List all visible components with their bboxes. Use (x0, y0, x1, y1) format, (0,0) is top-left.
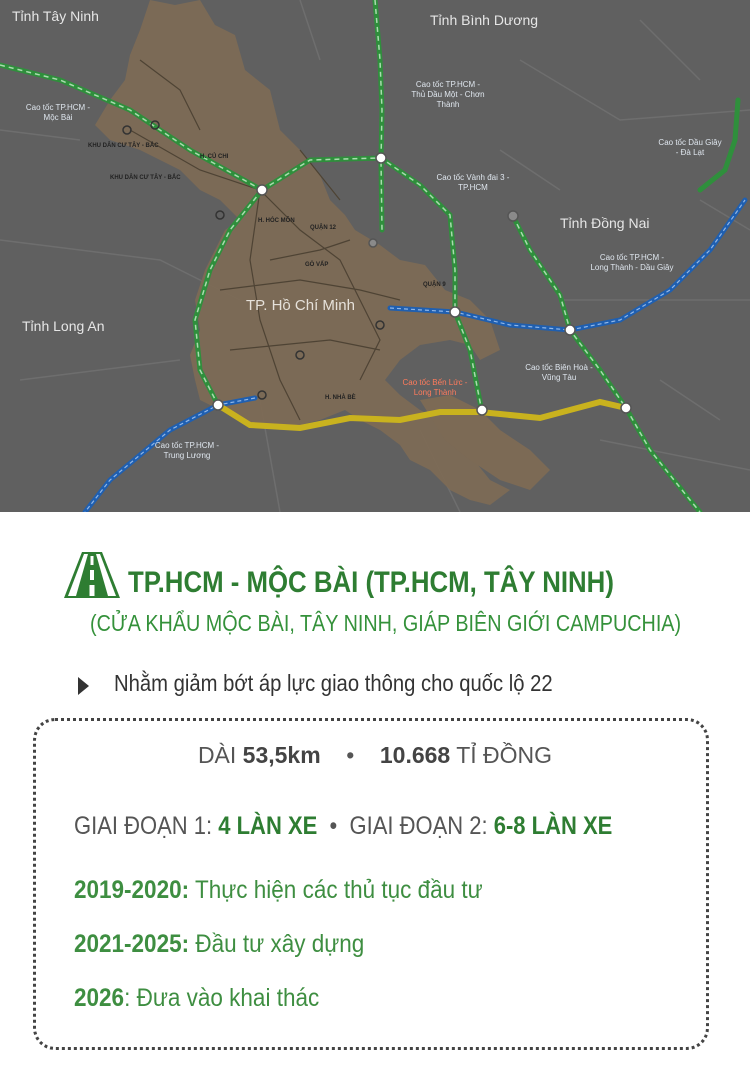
phase2-label: GIAI ĐOẠN 2: (349, 812, 488, 840)
label-hwy-long-thanh: Cao tốc TP.HCM - Long Thành - Dầu Giây (590, 253, 674, 272)
route-subtitle: (CỬA KHẨU MỘC BÀI, TÂY NINH, GIÁP BIÊN GIỚI CAMPUCHIA) (90, 610, 682, 636)
timeline-years: 2019-2020: (74, 876, 190, 904)
label-city: TP. Hồ Chí Minh (246, 297, 355, 314)
label-hwy-bien-hoa: Cao tốc Biên Hoà - Vũng Tàu (525, 363, 593, 382)
label-cu-chi: H. CỦ CHI (200, 154, 229, 160)
length-value: 53,5km (242, 742, 321, 768)
label-hwy-trung-luong: Cao tốc TP.HCM - Trung Lương (154, 441, 220, 460)
timeline-item (74, 984, 319, 1013)
label-hwy-vanh-dai-3: Cao tốc Vành đai 3 - TP.HCM (436, 173, 510, 192)
timeline-years: 2021-2025: (74, 930, 190, 958)
phase2-value: 6-8 LÀN XE (493, 812, 613, 840)
route-title: TP.HCM - MỘC BÀI (TP.HCM, TÂY NINH) (128, 566, 614, 599)
timeline-item (74, 876, 483, 905)
label-khu-dan-cu-2: KHU DÂN CƯ TÂY - BẮC (110, 175, 181, 181)
length-label: DÀI (197, 742, 237, 768)
label-hoc-mon: H. HÓC MÔN (258, 218, 295, 224)
timeline-text: Thực hiện các thủ tục đầu tư (194, 876, 483, 904)
road-icon (62, 550, 122, 600)
phase1-value: 4 LÀN XE (218, 812, 318, 840)
label-tay-ninh: Tỉnh Tây Ninh (12, 8, 99, 24)
label-binh-duong: Tỉnh Bình Dương (430, 12, 539, 28)
purpose-text: Nhằm giảm bớt áp lực giao thông cho quốc lộ 22 (114, 670, 553, 696)
phase-separator: • (329, 812, 338, 840)
timeline-text: : Đưa vào khai thác (124, 984, 320, 1012)
timeline-years: 2026 (74, 984, 125, 1012)
label-hwy-ben-luc: Cao tốc Bến Lức - Long Thành (402, 378, 468, 397)
label-hwy-thu-dau-mot: Cao tốc TP.HCM - Thủ Dầu Một - Chơn Thành (411, 80, 485, 109)
highway-map (0, 0, 750, 512)
label-khu-dan-cu-1: KHU DÂN CƯ TÂY - BẮC (88, 143, 159, 149)
timeline-item (74, 930, 364, 959)
phase1-label: GIAI ĐOẠN 1: (74, 812, 213, 840)
label-quan-9: QUẬN 9 (423, 282, 446, 288)
cost-value: 10.668 (379, 742, 451, 768)
label-go-vap: GÒ VẤP (305, 262, 329, 268)
stats-row (0, 742, 750, 769)
label-long-an: Tỉnh Long An (22, 318, 105, 334)
label-hwy-moc-bai: Cao tốc TP.HCM - Mộc Bài (25, 103, 91, 122)
label-quan-12: QUẬN 12 (310, 225, 337, 231)
label-dong-nai: Tỉnh Đồng Nai (560, 215, 650, 231)
timeline-text: Đầu tư xây dựng (195, 930, 365, 958)
cost-unit: TỈ ĐỒNG (456, 742, 553, 768)
label-hwy-dau-giay-da-lat: Cao tốc Dầu Giây - Đà Lạt (658, 138, 722, 157)
phases-row (74, 812, 612, 841)
stats-separator: • (346, 742, 355, 768)
label-nha-be: H. NHÀ BÈ (325, 395, 356, 401)
play-arrow-icon (78, 677, 89, 695)
